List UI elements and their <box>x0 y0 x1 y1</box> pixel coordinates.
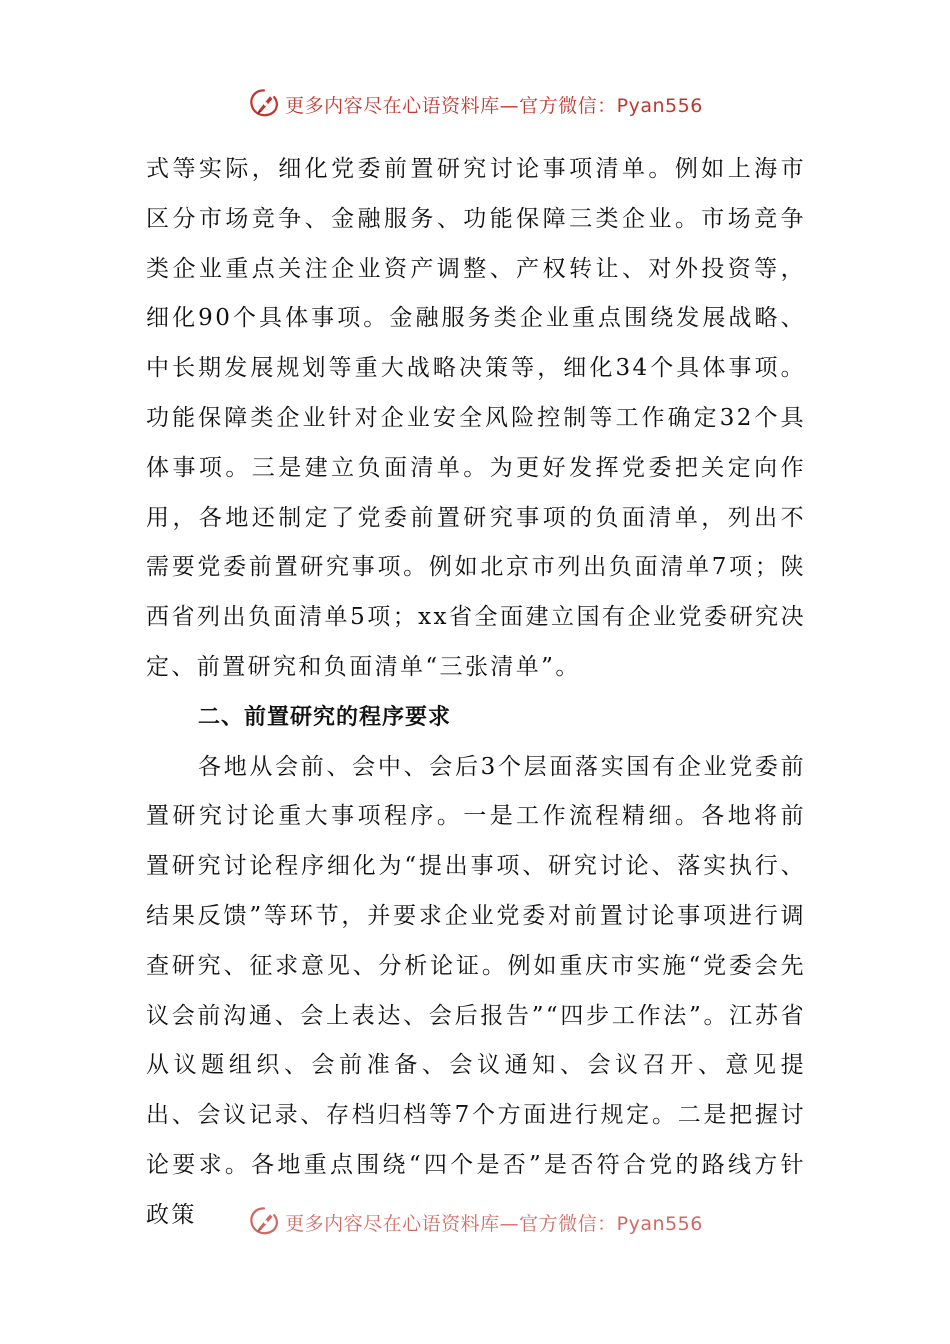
body-paragraph: 式等实际，细化党委前置研究讨论事项清单。例如上海市区分市场竞争、金融服务、功能保障三类企业。市场竞争类企业重点关注企业资产调整、产权转让、对外投资等，细化90个具体事项。金融服务类企业重点围绕发展战略、中长期发展规划等重大战略决策等，细化34个具体事项。功能保障类企业针对企业安全风险控制等工作确定32个具体事项。三是建立负面清单。为更好发挥党委把关定向作用，各地还制定了党委前置研究事项的负面清单，列出不需要党委前置研究事项。例如北京市列出负面清单7项；陕西省列出负面清单5项；xx省全面建立国有企业党委研究决定、前置研究和负面清单“三张清单”。 <box>146 156 806 680</box>
watermark-text: 更多内容尽在心语资料库—官方微信：Pyan556 <box>285 94 703 117</box>
pen-swirl-icon <box>247 87 281 121</box>
section-heading: 二、前置研究的程序要求 <box>198 704 452 730</box>
watermark-text: 更多内容尽在心语资料库—官方微信：Pyan556 <box>285 1212 703 1235</box>
body-paragraph: 各地从会前、会中、会后3个层面落实国有企业党委前置研究讨论重大事项程序。一是工作流程精细。各地将前置研究讨论程序细化为“提出事项、研究讨论、落实执行、结果反馈”等环节，并要求企业党委对前置讨论事项进行调查研究、征求意见、分析论证。例如重庆市实施“党委会先议会前沟通、会上表达、会后报告”“四步工作法”。江苏省从议题组织、会前准备、会议通知、会议召开、意见提出、会议记录、存档归档等7个方面进行规定。二是把握讨论要求。各地重点围绕“四个是否”是否符合党的路线方针政策 <box>146 753 806 1228</box>
pen-swirl-icon <box>247 1205 281 1239</box>
header-watermark <box>0 84 950 124</box>
footer-watermark <box>0 1202 950 1242</box>
document-body <box>146 145 806 1241</box>
